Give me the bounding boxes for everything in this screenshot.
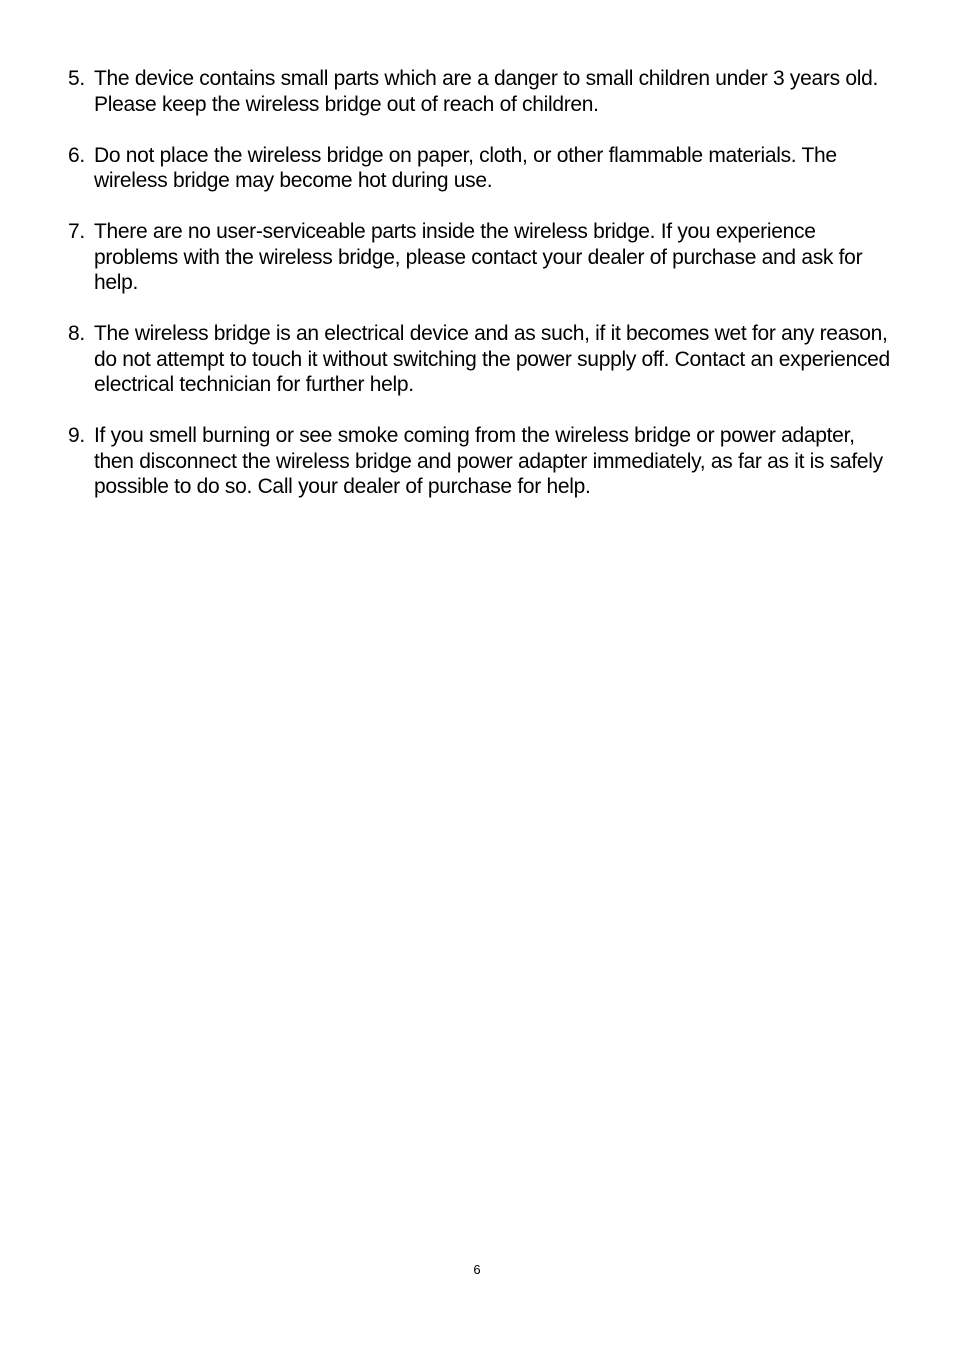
list-item-text: There are no user-serviceable parts inside the wireless bridge. If you experience problems with the wireless bridge, please contact your dealer of purchase and ask for help. [94,220,863,294]
list-item [68,143,898,194]
list-item [68,219,898,296]
list-item-number: 9. [68,424,85,447]
list-item-number: 6. [68,143,85,167]
list-item [68,321,898,398]
list-item [68,423,898,500]
list-item-text: The wireless bridge is an electrical device and as such, if it becomes wet for any reason, do not attempt to touch it without switching the power supply off. Contact an experienced electrical technician for further help. [94,322,890,396]
list-item-number: 7. [68,220,85,243]
list-item-text: The device contains small parts which are a danger to small children under 3 years old. Please keep the wireless bridge out of reach of children. [94,67,878,116]
list-item [68,66,898,117]
list-item-number: 8. [68,322,85,345]
page-number: 6 [473,1262,481,1277]
safety-instructions-list [68,66,898,525]
list-item-number: 5. [68,67,85,90]
list-item-text: Do not place the wireless bridge on paper, cloth, or other flammable materials. The wireless bridge may become hot during use. [94,143,837,192]
list-item-text: If you smell burning or see smoke coming from the wireless bridge or power adapter, then disconnect the wireless bridge and power adapter immediately, as far as it is safely possible to do so. Call your dealer of purchase for help. [94,424,883,498]
